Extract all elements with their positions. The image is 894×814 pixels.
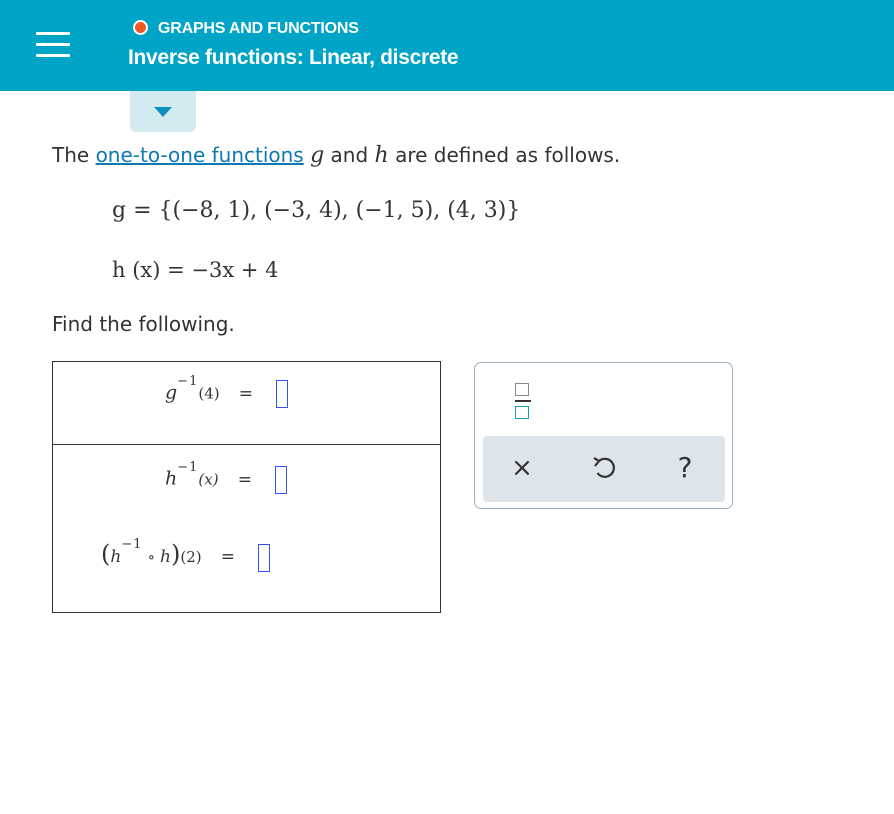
h-definition: h (x) = −3x + 4	[112, 258, 279, 282]
intro-prefix: The	[52, 143, 90, 167]
undo-icon[interactable]	[590, 450, 620, 486]
toolbar-actions	[483, 436, 725, 502]
g-definition: g = {(−8, 1), (−3, 4), (−1, 5), (4, 3)}	[112, 198, 521, 223]
topic-label: GRAPHS AND FUNCTIONS	[158, 20, 359, 37]
var-h: h	[374, 143, 389, 168]
header-bar	[0, 0, 894, 91]
definition-link[interactable]: one-to-one functions	[95, 143, 304, 167]
answer-row-composition: ($h^{-1}$ ∘ h)(2) =	[101, 540, 270, 572]
answer-row-g-inverse: $g^{-1}(4)$ =	[165, 380, 288, 408]
intro-suffix: are defined as follows.	[395, 143, 621, 167]
row-divider	[53, 444, 440, 445]
expand-header-button[interactable]	[130, 91, 196, 132]
clear-icon[interactable]: ×	[511, 453, 533, 483]
var-g: g	[310, 143, 325, 168]
answer-input-h-inverse[interactable]	[275, 466, 287, 494]
answer-row-h-inverse: $h^{-1}(x)$ =	[165, 466, 287, 494]
math-toolbar	[474, 362, 733, 509]
answer-input-composition[interactable]	[258, 544, 270, 572]
intro-and: and	[330, 143, 369, 167]
answer-input-g-inverse[interactable]	[276, 380, 288, 408]
answer-table	[52, 361, 441, 613]
fraction-icon[interactable]	[515, 383, 531, 423]
menu-icon[interactable]	[36, 32, 70, 58]
caret-down-icon	[154, 107, 172, 117]
problem-intro	[52, 143, 620, 168]
help-icon[interactable]: ?	[677, 451, 693, 484]
lesson-title: Inverse functions: Linear, discrete	[128, 46, 459, 69]
topic-status-icon	[133, 20, 148, 35]
find-instruction: Find the following.	[52, 312, 235, 336]
